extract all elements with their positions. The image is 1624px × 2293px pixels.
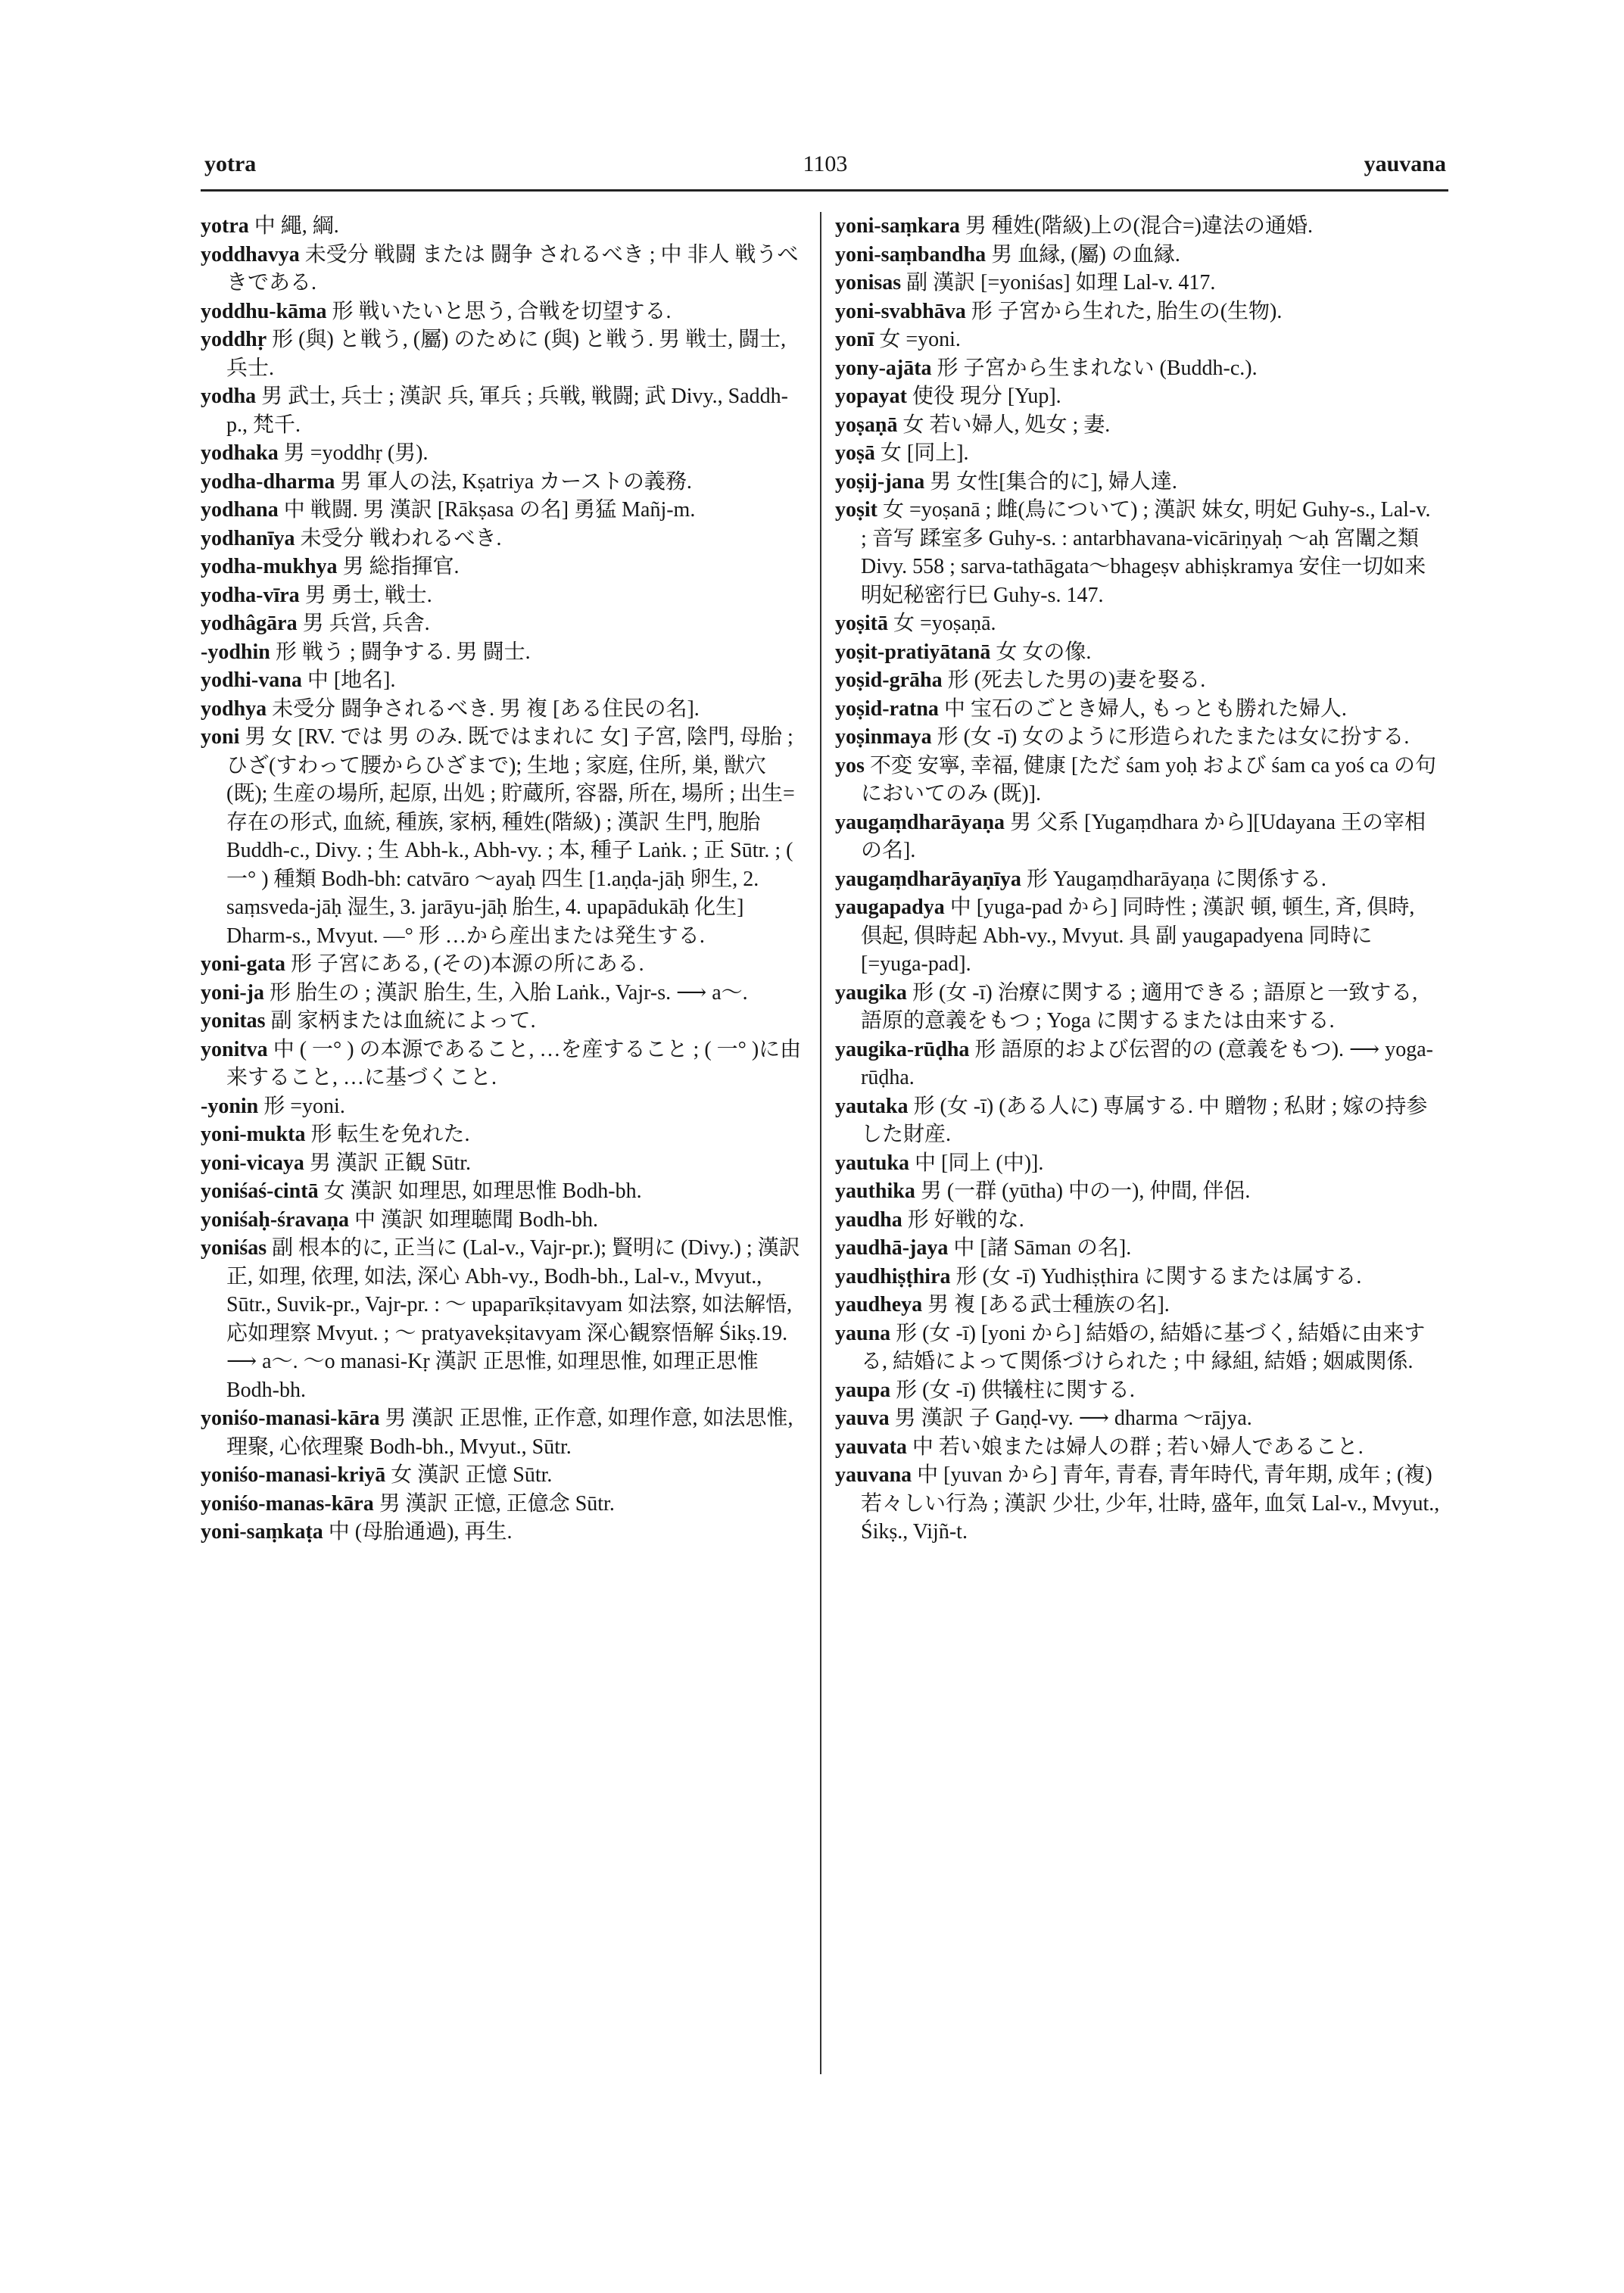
entry-definition: 形 戦う ; 闘争する. 男 闘士. [275, 640, 531, 664]
entry-definition: 形 好戦的な. [907, 1207, 1024, 1232]
dictionary-entry [201, 1120, 806, 1149]
entry-headword: yauvana [835, 1463, 912, 1487]
entry-headword: yonitas [201, 1009, 266, 1033]
entry-definition: 男 種姓(階級)上の(混合=)違法の通婚. [965, 214, 1313, 238]
entry-headword: yoddhavya [201, 242, 300, 266]
entry-headword: yodha-vīra [201, 583, 300, 607]
entry-definition: 中 [同上 (中)]. [915, 1151, 1044, 1175]
entry-headword: yaugaṃdharāyaṇa [835, 810, 1005, 834]
dictionary-entry [835, 439, 1441, 468]
dictionary-entry [835, 1433, 1441, 1462]
entry-headword: yauvata [835, 1435, 907, 1459]
entry-definition: 男 漢訳 子 Gaṇḍ-vy. ⟶ dharma ～rājya. [894, 1407, 1252, 1430]
entry-headword: yoṣij-jana [835, 469, 925, 494]
dictionary-entry [201, 496, 806, 525]
entry-headword: yaudheya [835, 1293, 923, 1316]
dictionary-entry [835, 893, 1441, 979]
entry-definition: 中 [諸 Sāman の名]. [953, 1236, 1132, 1260]
dictionary-entry [835, 354, 1441, 383]
entry-headword: yoṣitā [835, 612, 888, 635]
entry-headword: yodha [201, 385, 257, 408]
entry-headword: yaupa [835, 1378, 891, 1402]
entry-definition: 形 語原的および伝習的の (意義をもつ). ⟶ yoga-rūḍha. [861, 1037, 1433, 1089]
dictionary-entry [201, 1149, 806, 1178]
dictionary-entry [201, 581, 806, 610]
entry-headword: yoni-vicaya [201, 1151, 304, 1175]
entry-headword: yoṣaṇā [835, 413, 898, 437]
dictionary-entry [201, 439, 806, 468]
entry-definition: 未受分 戦闘 または 闘争 されるべき ; 中 非人 戦うべきである. [226, 242, 799, 294]
entry-definition: 形 胎生の ; 漢訳 胎生, 生, 入胎 Laṅk., Vajr-s. ⟶ a～. [270, 980, 748, 1005]
dictionary-entry [201, 468, 806, 497]
dictionary-entry [201, 695, 806, 724]
entry-definition: 形 (與) と戦う, (屬) のために (與) と戦う. 男 戦士, 闘士, 兵士. [226, 328, 787, 380]
entry-definition: 男 漢訳 正観 Sūtr. [309, 1151, 472, 1175]
dictionary-entry [201, 382, 806, 439]
dictionary-entry [835, 638, 1441, 667]
entry-definition: 形 (女 -ī) 女のように形造られたまたは女に扮する. [937, 725, 1410, 749]
entry-headword: yoni-gata [201, 952, 285, 976]
dictionary-entry [201, 666, 806, 695]
entry-headword: yaudha [835, 1207, 902, 1232]
entry-definition: 男 総指揮官. [342, 555, 460, 578]
dictionary-entry [835, 865, 1441, 894]
running-head [204, 151, 1446, 182]
dictionary-entry [201, 1404, 806, 1461]
entry-definition: 形 子宮から生れた, 胎生の(生物). [971, 299, 1283, 323]
dictionary-entry [201, 298, 806, 326]
entry-definition: 男 兵営, 兵舎. [302, 612, 430, 635]
entry-headword: yauthika [835, 1179, 915, 1203]
entry-definition: 形 子宮にある, (その)本源の所にある. [291, 952, 644, 976]
entry-headword: yoni-svabhāva [835, 299, 966, 323]
entry-definition: 女 =yoṣaṇā. [893, 612, 996, 635]
entry-definition: 中 [yuga-pad から] 同時性 ; 漢訳 頓, 頓生, 斉, 倶時, 倶起, 倶時起 Abh-vy., Mvyut. 具 副 yaugapadyena 同時に [=yuga-pad]. [861, 896, 1415, 976]
entry-definition: 男 勇士, 戦士. [304, 583, 432, 607]
dictionary-entry [201, 1518, 806, 1547]
entry-definition: 男 父系 [Yugaṃdhara から][Udayana 王の宰相の名]. [861, 810, 1426, 862]
dictionary-entry [835, 496, 1441, 609]
entry-headword: yos [835, 753, 865, 777]
entry-headword: yoni-ja [201, 980, 264, 1005]
entry-headword: yoṣit-pratiyātanā [835, 640, 991, 664]
dictionary-entry [201, 1206, 806, 1235]
dictionary-entry [835, 979, 1441, 1036]
entry-headword: yauva [835, 1407, 890, 1430]
dictionary-entry [201, 609, 806, 638]
entry-headword: yaugapadya [835, 896, 945, 919]
dictionary-entry [835, 468, 1441, 497]
entry-definition: 女 若い婦人, 処女 ; 妻. [902, 413, 1111, 437]
dictionary-entry [201, 326, 806, 382]
running-head-left: yotra [204, 151, 257, 176]
dictionary-entry [835, 382, 1441, 411]
dictionary-entry [835, 212, 1441, 241]
entry-headword: yoni-saṃkaṭa [201, 1520, 323, 1544]
entry-headword: yoni-mukta [201, 1123, 306, 1146]
dictionary-entry [835, 1036, 1441, 1092]
dictionary-entry [201, 525, 806, 553]
entry-definition: 女 漢訳 如理思, 如理思惟 Bodh-bh. [323, 1179, 642, 1203]
entry-headword: yodhaka [201, 441, 279, 465]
entry-headword: yaugaṃdharāyaṇīya [835, 867, 1021, 891]
entry-definition: 中 宝石のごとき婦人, もっとも勝れた婦人. [943, 696, 1347, 721]
dictionary-entry [835, 269, 1441, 298]
dictionary-entry [835, 1291, 1441, 1319]
entry-headword: yony-ajāta [835, 356, 932, 380]
dictionary-entry [835, 1461, 1441, 1547]
dictionary-entry [835, 723, 1441, 752]
entry-headword: yoniśaḥ-śravaṇa [201, 1207, 350, 1232]
page-number: 1103 [803, 151, 848, 176]
dictionary-entry [201, 950, 806, 979]
entry-headword: yonitva [201, 1037, 268, 1061]
entry-definition: 未受分 戦われるべき. [300, 526, 502, 550]
entry-headword: yauna [835, 1321, 891, 1345]
dictionary-entry [201, 1036, 806, 1092]
entry-definition: 男 女性[集合的に], 婦人達. [930, 469, 1177, 494]
entry-headword: yaugika [835, 980, 907, 1005]
entry-definition: 男 (一群 (yūtha) 中の一), 仲間, 伴侶. [920, 1179, 1251, 1203]
entry-headword: yodhya [201, 696, 267, 721]
entry-definition: 使役 現分 [Yup]. [912, 385, 1061, 408]
entry-headword: yodha-dharma [201, 469, 335, 494]
entry-definition: 男 複 [ある武士種族の名]. [927, 1293, 1170, 1316]
entry-definition: 男 血縁, (屬) の血縁. [991, 242, 1180, 266]
dictionary-entry [835, 1149, 1441, 1178]
entry-definition: 副 家柄または血統によって. [270, 1009, 536, 1033]
entry-definition: 女 =yoṣanā ; 雌(鳥について) ; 漢訳 妹女, 明妃 Guhy-s., Lal-v. ; 音写 蹂室多 Guhy-s. : antarbhavana-vicāriṇyaḥ ～aḥ 宮闈之類 Divy. 558 ; sarva-tathāgata～bhageṣv abhiṣkramya 安住一切如来明妃秘密行巳 Guhy-s. 147. [861, 498, 1431, 607]
entry-headword: yodhâgāra [201, 612, 298, 635]
entry-definition: 男 =yoddhṛ (男). [283, 441, 429, 465]
entry-definition: 中 若い娘または婦人の群 ; 若い婦人であること. [912, 1435, 1364, 1459]
entry-definition: 中 漢訳 如理聴聞 Bodh-bh. [354, 1207, 599, 1232]
dictionary-entry [835, 326, 1441, 354]
entry-headword: yodhi-vana [201, 668, 302, 692]
dictionary-entry [835, 298, 1441, 326]
entry-definition: 形 (女 -ī) Yudhiṣṭhira に関するまたは属する. [955, 1264, 1362, 1288]
entry-headword: yodha-mukhya [201, 555, 338, 578]
entry-definition: 中 [yuvan から] 青年, 青春, 青年時代, 青年期, 成年 ; (複) 若々しい行為 ; 漢訳 少壮, 少年, 壮時, 盛年, 血気 Lal-v., Mvyut., Śikṣ., Vijñ-t. [861, 1463, 1440, 1544]
entry-definition: 形 戦いたいと思う, 合戦を切望する. [332, 299, 672, 323]
entry-headword: yonī [835, 328, 874, 351]
entry-definition: 女 [同上]. [880, 441, 969, 465]
dictionary-entry [201, 638, 806, 667]
dictionary-entry [835, 1177, 1441, 1206]
entry-definition: 中 ( 一° ) の本源であること, …を産すること ; ( 一° )に由来すること, …に基づくこと. [226, 1037, 802, 1089]
entry-definition: 形 (女 -ī) (ある人に) 専属する. 中 贈物 ; 私財 ; 嫁の持参した財産. [861, 1094, 1428, 1146]
dictionary-entry [201, 1092, 806, 1121]
dictionary-entry [201, 1234, 806, 1404]
entry-headword: yoṣinmaya [835, 725, 932, 749]
dictionary-entry [835, 1234, 1441, 1263]
dictionary-entry [835, 808, 1441, 865]
entry-definition: 形 (女 -ī) 供犠柱に関する. [896, 1378, 1135, 1402]
column-divider [820, 212, 821, 2074]
dictionary-entry [835, 1376, 1441, 1405]
dictionary-entry [201, 723, 806, 950]
entry-headword: yaugika-rūḍha [835, 1037, 970, 1061]
entry-headword: yaudhiṣṭhira [835, 1264, 951, 1288]
entry-headword: -yodhin [201, 640, 270, 664]
entry-definition: 形 子宮から生まれない (Buddh-c.). [937, 356, 1258, 380]
entry-headword: yoni-saṃkara [835, 214, 960, 238]
dictionary-entry [835, 609, 1441, 638]
entry-definition: 形 (死去した男の)妻を娶る. [947, 668, 1206, 692]
dictionary-entry [835, 666, 1441, 695]
entry-definition: 中 (母胎通過), 再生. [328, 1520, 513, 1544]
entry-definition: 不変 安寧, 幸福, 健康 [ただ śam yoḥ および śam ca yoś ca の句においてのみ (既)]. [861, 753, 1437, 805]
entry-definition: 男 漢訳 正憶, 正億念 Sūtr. [379, 1491, 615, 1516]
dictionary-entry [201, 241, 806, 298]
entry-definition: 副 漢訳 [=yoniśas] 如理 Lal-v. 417. [906, 271, 1216, 294]
header-rule [201, 189, 1448, 192]
dictionary-entry [201, 212, 806, 241]
dictionary-entry [201, 1461, 806, 1490]
dictionary-entry [201, 979, 806, 1008]
entry-headword: yonisas [835, 271, 902, 294]
entry-headword: yoniśo-manas-kāra [201, 1491, 374, 1516]
dictionary-entry [835, 1263, 1441, 1291]
entry-headword: yodhanīya [201, 526, 295, 550]
dictionary-entry [835, 752, 1441, 808]
entry-definition: 中 [地名]. [307, 668, 396, 692]
dictionary-entry [835, 1404, 1441, 1433]
entry-definition: 形 (女 -ī) [yoni から] 結婚の, 結婚に基づく, 結婚に由来する, 結婚によって関係づけられた ; 中 縁組, 結婚 ; 姻戚関係. [861, 1321, 1426, 1373]
dictionary-entry [835, 1092, 1441, 1149]
entry-definition: 女 漢訳 正憶 Sūtr. [391, 1463, 553, 1487]
dictionary-entry [835, 241, 1441, 269]
entry-definition: 女 =yoni. [879, 328, 961, 351]
entry-headword: yoniśo-manasi-kāra [201, 1407, 380, 1430]
entry-headword: yoddhu-kāma [201, 299, 327, 323]
dictionary-entry [201, 1490, 806, 1519]
entry-definition: 男 武士, 兵士 ; 漢訳 兵, 軍兵 ; 兵戦, 戦闘; 武 Divy., Saddh-p., 梵千. [226, 385, 789, 437]
dictionary-entry [835, 1206, 1441, 1235]
entry-definition: 副 根本的に, 正当に (Lal-v., Vajr-pr.); 賢明に (Divy.) ; 漢訳 正, 如理, 依理, 如法, 深心 Abh-vy., Bodh-bh., Lal-v., Mvyut., Sūtr., Suvik-pr., Vajr-pr. : ～ upaparīkṣitavyam 如法察, 如法解悟, 応如理察 Mvyut. ; ～ pratyavekṣitavyam 深心観察悟解 Śikṣ.19. ⟶ a～. ～o manasi-Kṛ 漢訳 正思惟, 如理思惟, 如理正思惟 Bodh-bh. [226, 1236, 800, 1402]
entry-definition: 形 (女 -ī) 治療に関する ; 適用できる ; 語原と一致する, 語原的意義をもつ ; Yoga に関するまたは由来する. [861, 980, 1418, 1033]
dictionary-entry [201, 553, 806, 581]
entry-definition: 形 転生を免れた. [310, 1123, 470, 1146]
entry-headword: yodhana [201, 498, 279, 522]
right-column [835, 212, 1441, 1547]
entry-headword: yoṣā [835, 441, 875, 465]
dictionary-entry [835, 411, 1441, 440]
entry-definition: 形 =yoni. [263, 1094, 345, 1118]
dictionary-entry [835, 695, 1441, 724]
entry-headword: yoṣid-ratna [835, 696, 939, 721]
entry-definition: 男 軍人の法, Kṣatriya カーストの義務. [340, 469, 692, 494]
entry-headword: yoṣid-grāha [835, 668, 943, 692]
entry-headword: yautaka [835, 1094, 909, 1118]
entry-headword: -yonin [201, 1094, 259, 1118]
entry-definition: 中 繩, 綱. [254, 214, 339, 238]
entry-definition: 中 戦闘. 男 漢訳 [Rākṣasa の名] 勇猛 Mañj-m. [283, 498, 696, 522]
dictionary-entry [201, 1177, 806, 1206]
entry-headword: yaudhā-jaya [835, 1236, 949, 1260]
entry-headword: yoddhṛ [201, 328, 267, 351]
entry-headword: yoni-saṃbandha [835, 242, 987, 266]
entry-headword: yoṣit [835, 498, 877, 522]
entry-headword: yoniśas [201, 1236, 267, 1260]
entry-headword: yoni [201, 725, 240, 749]
entry-headword: yopayat [835, 385, 907, 408]
entry-headword: yoniśo-manasi-kriyā [201, 1463, 386, 1487]
entry-definition: 女 女の像. [996, 640, 1092, 664]
entry-definition: 未受分 闘争されるべき. 男 複 [ある住民の名]. [272, 696, 700, 721]
entry-headword: yoniśaś-cintā [201, 1179, 319, 1203]
dictionary-entry [835, 1319, 1441, 1376]
entry-headword: yautuka [835, 1151, 910, 1175]
running-head-right: yauvana [1364, 151, 1446, 176]
entry-headword: yotra [201, 214, 249, 238]
entry-definition: 形 Yaugaṃdharāyaṇa に関係する. [1026, 867, 1326, 891]
entry-definition: 男 漢訳 正思惟, 正作意, 如理作意, 如法思惟, 理聚, 心依理聚 Bodh-bh., Mvyut., Sūtr. [226, 1407, 793, 1459]
left-column [201, 212, 806, 1547]
entry-definition: 男 女 [RV. では 男 のみ. 既ではまれに 女] 子宮, 陰門, 母胎 ; ひざ(すわって腰からひざまで); 生地 ; 家庭, 住所, 巣, 獣穴(既); 生産の場所, 起原, 出処 ; 貯蔵所, 容器, 所在, 場所 ; 出生=存在の形式, 血統, 種族, 家柄, 種姓(階級) ; 漢訳 生門, 胞胎 Buddh-c., Divy. ; 生 Abh-k., Abh-vy. ; 本, 種子 Laṅk. ; 正 Sūtr. ; ( 一° ) 種類 Bodh-bh: catvāro ～ayaḥ 四生 [1.aṇḍa-jāḥ 卵生, 2. saṃsveda-jāḥ 湿生, 3. jarāyu-jāḥ 胎生, 4. upapādukāḥ 化生] Dharm-s., Mvyut. ―° 形 …から産出または発生する. [226, 725, 795, 948]
dictionary-entry [201, 1007, 806, 1036]
